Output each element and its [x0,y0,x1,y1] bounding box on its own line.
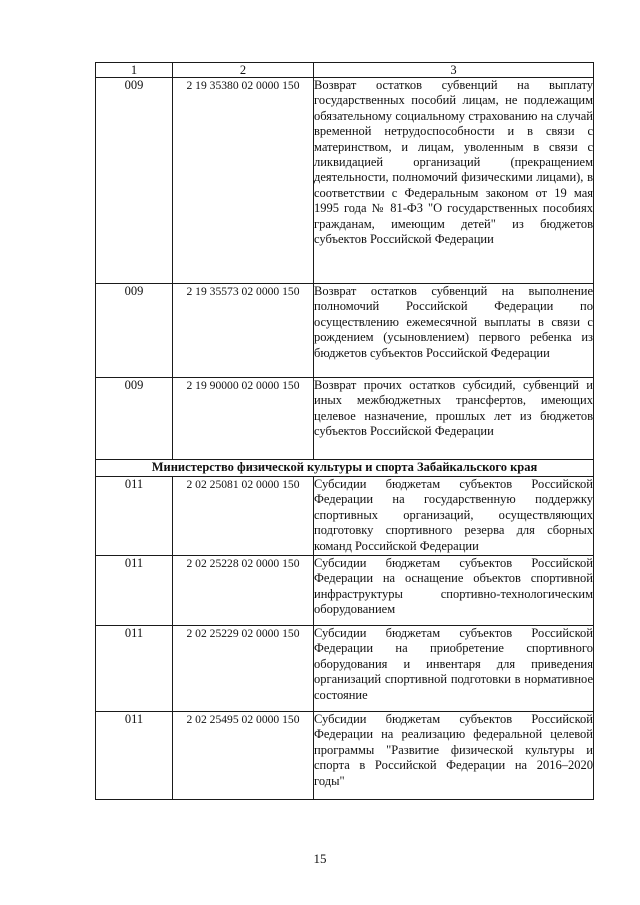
admin-code-cell: 009 [96,284,173,378]
table-row [96,626,594,712]
admin-code-cell: 009 [96,78,173,284]
description-cell: Возврат прочих остатков субсидий, субвенций и иных межбюджетных трансфертов, имеющих целевое назначение, прошлых лет из бюджетов субъектов Российской Федерации [314,378,594,460]
description-cell: Возврат остатков субвенций на выплату государственных пособий лицам, не подлежащим обязательному социальному страхованию на случай временной нетрудоспособности и в связи с материнством, и лицам, уволенным в связи с ликвидацией организаций (прекращением деятельности, полномочий физическими лицами), в соответствии с Федеральным законом от 19 мая 1995 года № 81-ФЗ "О государственных пособиях гражданам, имеющим детей" из бюджетов субъектов Российской Федерации [314,78,594,284]
column-header-3: 3 [314,63,594,78]
admin-code-cell: 009 [96,378,173,460]
section-header-row [96,460,594,477]
description-cell: Субсидии бюджетам субъектов Российской Федерации на государственную поддержку спортивных организаций, осуществляющих подготовку спортивного резерва для сборных команд Российской Федерации [314,477,594,556]
description-cell: Возврат остатков субвенций на выполнение полномочий Российской Федерации по осуществлению ежемесячной выплаты в связи с рождением (усыновлением) первого ребенка из бюджетов субъектов Российской Федерации [314,284,594,378]
ministry-section-title: Министерство физической культуры и спорта Забайкальского края [96,460,594,477]
admin-code-cell: 011 [96,626,173,712]
page-number: 15 [313,851,327,866]
admin-code-cell: 011 [96,477,173,556]
table-row [96,712,594,800]
table-row [96,556,594,626]
column-header-2: 2 [173,63,314,78]
budget-code-cell: 2 02 25228 02 0000 150 [173,556,314,626]
table-row [96,378,594,460]
header-row [96,63,594,78]
admin-code-cell: 011 [96,556,173,626]
budget-code-cell: 2 19 90000 02 0000 150 [173,378,314,460]
budget-code-cell: 2 02 25229 02 0000 150 [173,626,314,712]
column-header-1: 1 [96,63,173,78]
table-row [96,284,594,378]
budget-code-cell: 2 02 25495 02 0000 150 [173,712,314,800]
description-cell: Субсидии бюджетам субъектов Российской Федерации на реализацию федеральной целевой программы "Развитие физической культуры и спорта в Российской Федерации на 2016–2020 годы" [314,712,594,800]
description-cell: Субсидии бюджетам субъектов Российской Федерации на оснащение объектов спортивной инфраструктуры спортивно-технологическим оборудованием [314,556,594,626]
table-row [96,78,594,284]
budget-codes-table [95,62,594,800]
admin-code-cell: 011 [96,712,173,800]
table-row [96,477,594,556]
budget-code-cell: 2 19 35573 02 0000 150 [173,284,314,378]
budget-code-cell: 2 02 25081 02 0000 150 [173,477,314,556]
description-cell: Субсидии бюджетам субъектов Российской Федерации на приобретение спортивного оборудования и инвентаря для приведения организаций спортивной подготовки в нормативное состояние [314,626,594,712]
budget-code-cell: 2 19 35380 02 0000 150 [173,78,314,284]
